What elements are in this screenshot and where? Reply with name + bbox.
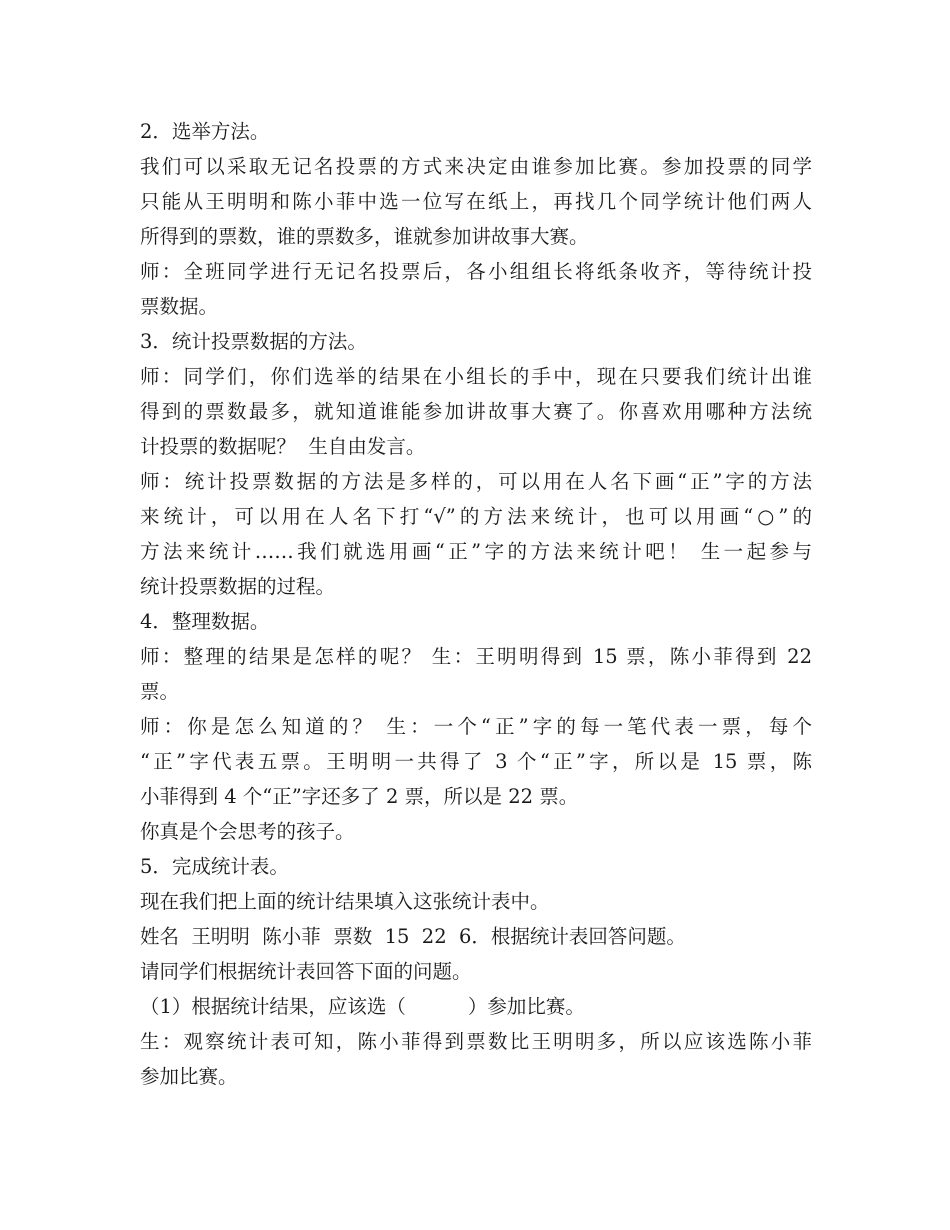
text-line: 师：全班同学进行无记名投票后，各小组组长将纸条收齐，等待统计投: [140, 260, 812, 283]
text-line: 5．完成统计表。: [140, 855, 289, 878]
text-line: 4．整理数据。: [140, 610, 270, 633]
text-line: “正”字代表五票。王明明一共得了 3 个“正”字，所以是 15 票，陈: [140, 750, 812, 773]
text-line: 3．统计投票数据的方法。: [140, 330, 367, 353]
text-line: 姓名 王明明 陈小菲 票数 15 22 6．根据统计表回答问题。: [140, 925, 686, 948]
text-line: 生：观察统计表可知，陈小菲得到票数比王明明多，所以应该选陈小菲: [140, 1030, 812, 1053]
text-line: 请同学们根据统计表回答下面的问题。: [140, 960, 472, 983]
text-line: 现在我们把上面的统计结果填入这张统计表中。: [140, 890, 550, 913]
text-line: 统计投票数据的过程。: [140, 575, 336, 598]
text-line: 所得到的票数，谁的票数多，谁就参加讲故事大赛。: [140, 225, 589, 248]
text-line: 票数据。: [140, 295, 219, 318]
text-line: 票。: [140, 680, 180, 703]
document-body: [140, 114, 820, 1094]
text-line: 来统计，可以用在人名下打“√”的方法来统计，也可以用画“○”的: [140, 505, 812, 528]
text-line: 2．选举方法。: [140, 120, 270, 143]
text-line: （1）根据统计结果，应该选（ ）参加比赛。: [140, 995, 585, 1018]
text-line: 计投票的数据呢？ 生自由发言。: [140, 435, 426, 458]
text-line: 我们可以采取无记名投票的方式来决定由谁参加比赛。参加投票的同学: [140, 155, 812, 178]
text-line: 参加比赛。: [140, 1065, 238, 1088]
text-line: 师：同学们，你们选举的结果在小组长的手中，现在只要我们统计出谁: [140, 365, 812, 388]
text-line: 得到的票数最多，就知道谁能参加讲故事大赛了。你喜欢用哪种方法统: [140, 400, 812, 423]
text-line: 你真是个会思考的孩子。: [140, 820, 355, 843]
text-line: 方法来统计……我们就选用画“正”字的方法来统计吧！ 生一起参与: [140, 540, 812, 563]
text-line: 师：统计投票数据的方法是多样的，可以用在人名下画“正”字的方法: [140, 470, 812, 493]
text-line: 师：你是怎么知道的？ 生：一个“正”字的每一笔代表一票，每个: [140, 715, 812, 738]
text-line: 小菲得到 4 个“正”字还多了 2 票，所以是 22 票。: [140, 785, 579, 808]
text-line: 只能从王明明和陈小菲中选一位写在纸上，再找几个同学统计他们两人: [140, 190, 812, 213]
text-line: 师：整理的结果是怎样的呢？ 生：王明明得到 15 票，陈小菲得到 22: [140, 645, 812, 668]
